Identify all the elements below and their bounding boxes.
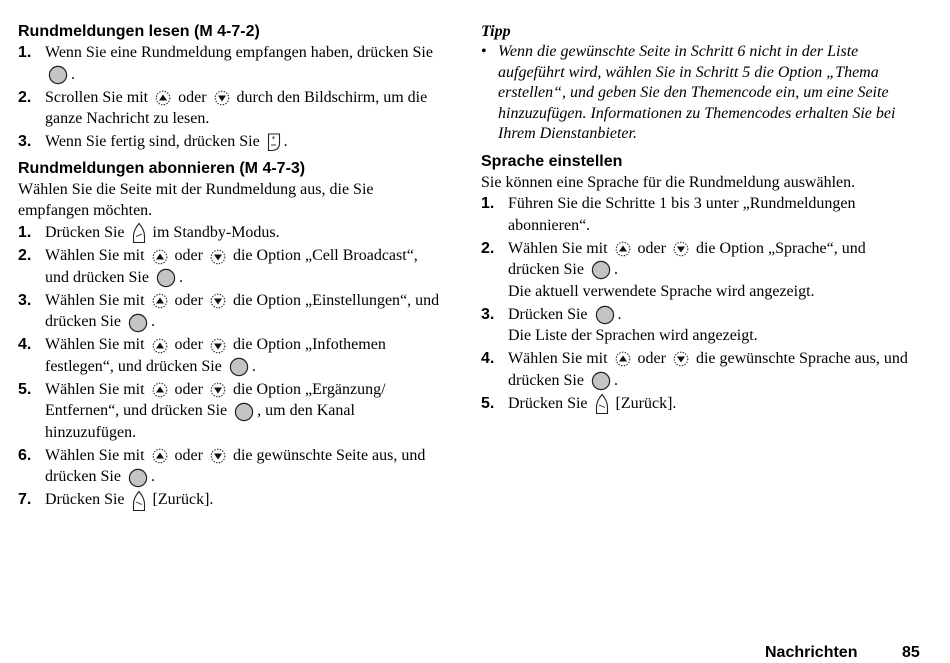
step-text: Wenn Sie eine Rundmeldung empfangen haben, drücken Sie .: [45, 42, 443, 85]
step-number: 2.: [18, 88, 32, 106]
left-softkey-icon: [132, 490, 146, 512]
step-text: Drücken Sie [Zurück].: [508, 393, 911, 415]
step-number: 1.: [18, 44, 32, 61]
step-text: Wählen Sie mit oder die Option „Sprache“, und drücken Sie . Die aktuell verwendete Sprache wird angezeigt.: [508, 239, 866, 300]
tip-text: Wenn die gewünschte Seite in Schritt 6 nicht in der Liste aufgeführt wird, wählen Sie in Schritt 5 die Option „Thema erstellen“, und geben Sie den Themencode ein, um eine Seite hinzuzufügen. Informationen zu Themencodes erhalten Sie bei Ihrem Dienstanbieter.: [498, 43, 896, 142]
step-item: [481, 193, 911, 236]
step-item: [18, 42, 443, 85]
step-text: Drücken Sie im Standby-Modus.: [45, 222, 443, 244]
step-item: [18, 379, 443, 444]
step-number: 3.: [18, 133, 32, 150]
steps-list-sprache: [481, 193, 911, 415]
nav-down-icon: [673, 241, 689, 257]
step-item: [18, 445, 443, 488]
step-text: Wählen Sie mit oder die Option „Einstellungen“, und drücken Sie .: [45, 290, 443, 333]
nav-up-icon: [152, 249, 168, 265]
section-heading-sprache-einstellen: Sprache einstellen: [481, 152, 623, 170]
select-key-icon: [591, 371, 611, 391]
step-item: [18, 131, 443, 153]
step-item: [18, 87, 443, 130]
nav-down-icon: [673, 351, 689, 367]
nav-down-icon: [210, 338, 226, 354]
step-number: 7.: [18, 491, 32, 509]
nav-down-icon: [210, 249, 226, 265]
left-softkey-icon: [595, 393, 609, 415]
select-key-icon: [156, 268, 176, 288]
step-number: 3.: [18, 291, 32, 309]
step-text: Wählen Sie mit oder die gewünschte Seite aus, und drücken Sie .: [45, 445, 443, 488]
right-softkey-icon: [132, 222, 146, 244]
right-column: [481, 22, 911, 417]
step-item: [18, 290, 443, 333]
nav-down-icon: [214, 90, 230, 106]
step-text: Wählen Sie mit oder die Option „Cell Broadcast“, und drücken Sie .: [45, 245, 443, 288]
page-number: 85: [902, 644, 920, 661]
nav-up-icon: [615, 241, 631, 257]
section-heading-rundmeldungen-abonnieren: Rundmeldungen abonnieren (M 4-7-3): [18, 159, 306, 177]
select-key-icon: [128, 313, 148, 333]
section-heading-rundmeldungen-lesen: Rundmeldungen lesen (M 4-7-2): [18, 23, 260, 40]
step-item: [18, 245, 443, 288]
step-text: Wählen Sie mit oder die gewünschte Sprache aus, und drücken Sie .: [508, 348, 911, 391]
steps-list-lesen: [18, 42, 443, 153]
step-number: 4.: [18, 336, 32, 354]
intro-paragraph: Wählen Sie die Seite mit der Rundmeldung aus, die Sie empfangen möchten.: [18, 180, 374, 219]
steps-list-abonnieren: [18, 222, 443, 512]
step-number: 2.: [18, 247, 32, 265]
step-text: Scrollen Sie mit oder durch den Bildschirm, um die ganze Nachricht zu lesen.: [45, 88, 428, 127]
nav-down-icon: [210, 293, 226, 309]
step-text: Wählen Sie mit oder die Option „Ergänzung/ Entfernen“, und drücken Sie , um den Kanal hinzuzufügen.: [45, 380, 386, 441]
step-item: [481, 393, 911, 415]
select-key-icon: [48, 65, 68, 85]
step-number: 3.: [481, 305, 495, 323]
nav-up-icon: [152, 338, 168, 354]
step-number: 6.: [18, 446, 32, 464]
step-item: [481, 348, 911, 391]
bullet: •: [481, 43, 487, 60]
step-text: Wählen Sie mit oder die Option „Infothemen festlegen“, und drücken Sie .: [45, 334, 443, 377]
step-number: 5.: [18, 380, 32, 398]
step-number: 2.: [481, 239, 495, 257]
step-number: 4.: [481, 350, 495, 367]
nav-up-icon: [615, 351, 631, 367]
step-number: 5.: [481, 394, 495, 412]
intro-paragraph: Sie können eine Sprache für die Rundmeldung auswählen.: [481, 173, 856, 191]
step-item: [18, 489, 443, 511]
tip-item: [481, 42, 911, 145]
step-item: [18, 334, 443, 377]
step-note: Die Liste der Sprachen wird angezeigt.: [508, 327, 758, 344]
nav-down-icon: [210, 448, 226, 464]
step-text: Wenn Sie fertig sind, drücken Sie * .: [45, 131, 443, 153]
tip-heading: Tipp: [481, 23, 511, 40]
nav-down-icon: [210, 382, 226, 398]
nav-up-icon: [152, 293, 168, 309]
nav-up-icon: [152, 382, 168, 398]
nav-up-icon: [155, 90, 171, 106]
select-key-icon: [595, 305, 615, 325]
left-column: [18, 22, 443, 514]
step-number: 1.: [18, 223, 32, 241]
clear-key-icon: [267, 132, 281, 152]
nav-up-icon: [152, 448, 168, 464]
select-key-icon: [128, 468, 148, 488]
step-text: Drücken Sie . Die Liste der Sprachen wird angezeigt.: [508, 305, 758, 344]
select-key-icon: [591, 260, 611, 280]
step-item: [481, 238, 911, 303]
step-item: [481, 304, 911, 347]
svg-text:*: *: [271, 135, 275, 144]
step-text: Führen Sie die Schritte 1 bis 3 unter „Rundmeldungen abonnieren“.: [508, 195, 856, 234]
step-item: [18, 222, 443, 244]
step-note: Die aktuell verwendete Sprache wird angezeigt.: [508, 282, 815, 300]
select-key-icon: [229, 357, 249, 377]
step-number: 1.: [481, 195, 495, 212]
footer-chapter-title: Nachrichten: [765, 644, 858, 661]
select-key-icon: [234, 402, 254, 422]
step-text: Drücken Sie [Zurück].: [45, 489, 443, 511]
